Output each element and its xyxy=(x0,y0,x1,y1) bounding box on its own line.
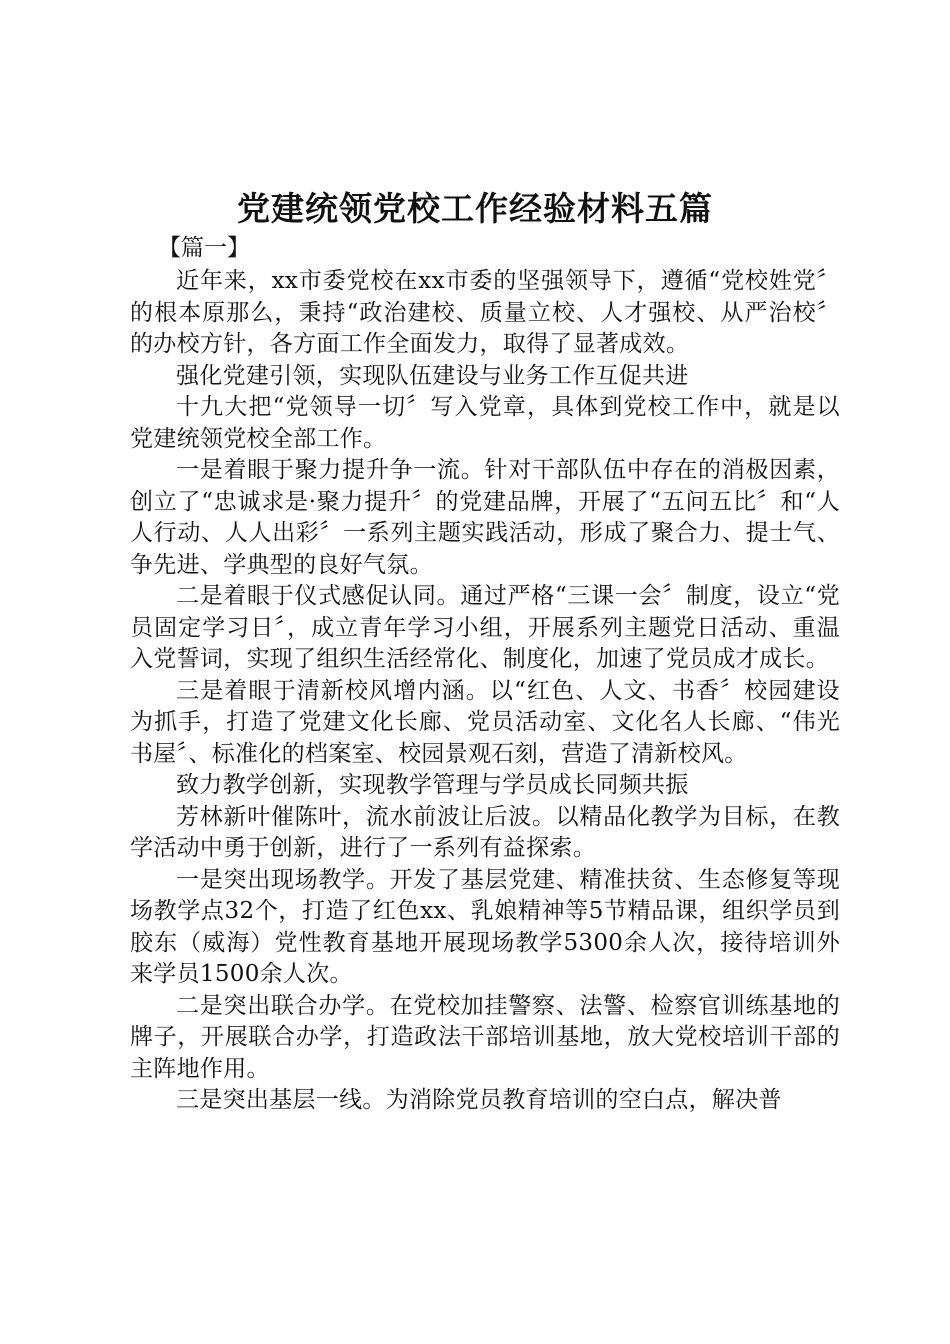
paragraph: 一是着眼于聚力提升争一流。针对干部队伍中存在的消极因素，创立了“忠诚求是·聚力提升〞的党建品牌，开展了“五问五比〞和“人人行动、人人出彩〞一系列主题实践活动，形成了聚合力、提士气、争先进、学典型的良好气氛。 xyxy=(130,457,840,578)
paragraph: 三是突出基层一线。为消除党员教育培训的空白点，解决普 xyxy=(176,1087,782,1113)
document-title: 党建统领党校工作经验材料五篇 xyxy=(237,189,713,228)
paragraph: 十九大把“党领导一切〞写入党章，具体到党校工作中，就是以党建统领党校全部工作。 xyxy=(130,394,840,452)
paragraph: 二是着眼于仪式感促认同。通过严格“三课一会〞制度，设立“党员固定学习日〞，成立青年学习小组，开展系列主题党日活动、重温入党誓词，实现了组织生活经常化、制度化，加速了党员成才成长。 xyxy=(130,583,840,672)
paragraph: 二是突出联合办学。在党校加挂警察、法警、检察官训练基地的牌子，开展联合办学，打造政法干部培训基地，放大党校培训干部的主阵地作用。 xyxy=(130,992,840,1082)
paragraph-heading-teaching: 致力教学创新，实现教学管理与学员成长同频共振 xyxy=(176,772,689,798)
section-label: 【篇一】 xyxy=(158,235,250,261)
document-body xyxy=(130,266,840,1117)
paragraph-intro: 近年来，xx市委党校在xx市委的坚强领导下，遵循“党校姓党〞的根本原那么，秉持“政治建校、质量立校、人才强校、从严治校〞的办校方针，各方面工作全面发力，取得了显著成效。 xyxy=(130,268,840,357)
paragraph: 三是着眼于清新校风增内涵。以“红色、人文、书香〞校园建设为抓手，打造了党建文化长廊、党员活动室、文化名人长廊、“伟光书屋〞、标准化的档案室、校园景观石刻，营造了清新校风。 xyxy=(130,677,840,767)
paragraph: 一是突出现场教学。开发了基层党建、精准扶贫、生态修复等现场教学点32个，打造了红色xx、乳娘精神等5节精品课，组织学员到胶东（威海）党性教育基地开展现场教学5300余人次，接待培训外来学员1500余人次。 xyxy=(130,866,840,987)
paragraph-heading-party-building: 强化党建引领，实现队伍建设与业务工作互促共进 xyxy=(176,362,689,389)
paragraph: 芳林新叶催陈叶，流水前波让后波。以精品化教学为目标，在教学活动中勇于创新，进行了一系列有益探索。 xyxy=(130,803,840,861)
